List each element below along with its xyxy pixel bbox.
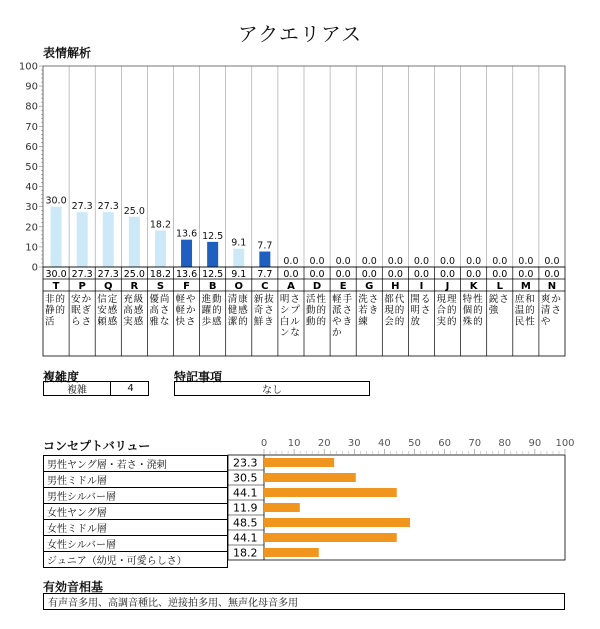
- bar-O: [233, 249, 244, 267]
- category-label-G: G: [365, 281, 374, 292]
- category-label-B: B: [208, 281, 217, 292]
- bar-P: [77, 212, 88, 267]
- bar-value-label: 27.3: [71, 201, 93, 213]
- bar-value-label: 7.7: [257, 240, 273, 252]
- x-tick-label: 30: [347, 438, 361, 449]
- concept-bar: [264, 518, 410, 527]
- concept-value-label: 23.3: [233, 456, 258, 470]
- y-tick-label: 0: [31, 262, 38, 274]
- bar-value-label: 9.1: [231, 237, 247, 249]
- y-tick-label: 60: [25, 141, 38, 153]
- concept-bar: [264, 488, 397, 497]
- section-concept-title: コンセプトバリュー: [43, 439, 151, 453]
- bar-Q: [103, 212, 114, 267]
- table-value-label: 0.0: [439, 269, 456, 280]
- concept-value-label: 18.2: [233, 546, 258, 560]
- category-label-H: H: [391, 281, 400, 292]
- x-tick-label: 0: [260, 438, 268, 449]
- category-description: 鋭強さ: [488, 294, 509, 317]
- complexity-box: [43, 381, 149, 396]
- category-label-O: O: [234, 281, 244, 292]
- x-tick-label: 10: [287, 438, 301, 449]
- category-description: 非静活的的: [45, 294, 66, 328]
- concept-value-label: 48.5: [233, 516, 258, 530]
- bar-value-label: 25.0: [123, 205, 145, 217]
- category-description: 充高実級感感: [123, 294, 144, 328]
- y-tick-label: 30: [25, 202, 38, 214]
- bar-value-label: 27.3: [97, 201, 119, 213]
- category-description: 現合実理的的: [436, 294, 457, 328]
- concept-category: ジュニア（幼児・可愛らしさ）: [44, 552, 228, 568]
- category-description: 開明放るさ: [410, 294, 431, 328]
- bar-S: [155, 230, 166, 267]
- bar-value-label: 0.0: [439, 256, 456, 267]
- bar-F: [181, 240, 192, 267]
- bar-B: [207, 242, 218, 267]
- y-tick-label: 90: [25, 81, 38, 93]
- notes-box: [174, 381, 370, 396]
- complexity-value: 4: [127, 383, 134, 394]
- table-value-label: 25.0: [123, 269, 145, 280]
- bar-value-label: 18.2: [149, 219, 172, 231]
- concept-chart: [0, 435, 600, 565]
- x-tick-label: 90: [528, 438, 542, 449]
- category-description: 信安頼定感感: [97, 294, 118, 328]
- category-label-C: C: [261, 281, 269, 292]
- category-label-D: D: [312, 281, 322, 292]
- category-description: 明シ白ンさプルな: [279, 294, 300, 339]
- concept-value-label: 44.1: [233, 486, 258, 500]
- concept-category: 女性ミドル層: [44, 520, 228, 536]
- category-description: 優高雅尚さな: [149, 294, 170, 328]
- table-value-label: 0.0: [283, 269, 299, 280]
- bar-value-label: 0.0: [387, 256, 403, 267]
- bar-value-label: 0.0: [361, 256, 377, 267]
- concept-bar: [264, 503, 300, 512]
- concept-category: 女性シルバー層: [44, 536, 228, 552]
- expression-chart: [0, 56, 600, 386]
- concept-category: 女性ヤング層: [44, 504, 228, 520]
- y-tick-label: 70: [25, 121, 38, 133]
- table-value-label: 12.5: [202, 269, 224, 280]
- sounds-box: [43, 593, 565, 610]
- concept-value-label: 11.9: [233, 501, 258, 515]
- category-description: 特個殊性的的: [462, 294, 483, 328]
- category-label-I: I: [419, 281, 424, 292]
- section-notes-title: 特記事項: [174, 370, 223, 384]
- bar-value-label: 0.0: [518, 256, 534, 267]
- table-value-label: 0.0: [544, 269, 560, 280]
- bar-C: [259, 252, 270, 267]
- y-tick-label: 10: [25, 242, 38, 254]
- concept-bar: [264, 458, 334, 467]
- page-title: アクエリアス: [237, 22, 363, 46]
- bar-value-label: 0.0: [466, 256, 482, 267]
- bar-value-label: 0.0: [413, 256, 430, 267]
- category-description: 安眠らかぎさ: [71, 294, 92, 328]
- category-label-S: S: [156, 281, 165, 292]
- bar-T: [51, 207, 62, 267]
- table-value-label: 0.0: [413, 269, 430, 280]
- bar-value-label: 12.5: [202, 230, 224, 242]
- y-tick-label: 100: [18, 61, 38, 73]
- category-label-M: M: [520, 281, 531, 292]
- table-value-label: 0.0: [387, 269, 403, 280]
- x-tick-label: 20: [317, 438, 331, 449]
- x-tick-label: 40: [378, 438, 391, 449]
- y-tick-label: 80: [25, 101, 38, 113]
- concept-value-label: 30.5: [233, 471, 258, 485]
- category-label-E: E: [339, 281, 347, 292]
- table-value-label: 0.0: [518, 269, 534, 280]
- table-value-label: 9.1: [231, 269, 247, 280]
- category-description: 庶温民和的性: [514, 294, 535, 328]
- bar-value-label: 0.0: [309, 256, 325, 267]
- section-complexity-title: 複雑度: [43, 370, 80, 384]
- section-expression-title: 表情解析: [43, 46, 92, 60]
- category-label-R: R: [130, 281, 139, 292]
- category-label-L: L: [496, 281, 503, 292]
- bar-value-label: 0.0: [492, 256, 508, 267]
- table-value-label: 7.7: [257, 269, 273, 280]
- category-description: 洗若練さき: [358, 294, 379, 328]
- category-description: 清健潔康感的: [227, 294, 248, 328]
- table-value-label: 0.0: [466, 269, 482, 280]
- concept-category: 男性ミドル層: [44, 472, 228, 488]
- category-description: 活動動性的的: [306, 294, 327, 328]
- table-value-label: 0.0: [335, 269, 351, 280]
- notes-value: なし: [262, 385, 282, 396]
- table-value-label: 30.0: [45, 269, 67, 280]
- concept-bar: [264, 548, 319, 557]
- table-value-label: 0.0: [309, 269, 325, 280]
- category-label-J: J: [445, 281, 450, 292]
- table-value-label: 18.2: [149, 269, 172, 280]
- concept-bar: [264, 533, 397, 542]
- category-label-P: P: [78, 281, 86, 292]
- table-value-label: 27.3: [97, 269, 119, 280]
- bar-R: [129, 217, 140, 267]
- y-tick-label: 50: [25, 162, 38, 173]
- table-value-label: 13.6: [175, 269, 198, 280]
- x-tick-label: 100: [555, 438, 575, 449]
- category-description: 爽清やかさ: [540, 294, 561, 328]
- concept-bar: [264, 473, 356, 482]
- bar-value-label: 0.0: [335, 256, 351, 267]
- y-tick-label: 40: [25, 182, 38, 194]
- section-sounds-title: 有効音相基: [43, 580, 104, 594]
- bar-value-label: 13.6: [175, 228, 198, 240]
- complexity-label: 複雑: [67, 385, 87, 396]
- category-description: 進躍歩動的感: [201, 294, 222, 328]
- category-label-F: F: [183, 281, 190, 292]
- category-description: 新奇鮮抜さき: [253, 294, 274, 328]
- sounds-value: 有声音多用、高調音種比、逆接拍多用、無声化母音多用: [48, 598, 298, 609]
- table-value-label: 27.3: [71, 269, 93, 280]
- category-label-T: T: [52, 281, 60, 292]
- y-tick-label: 20: [25, 222, 38, 234]
- category-label-A: A: [287, 281, 295, 292]
- concept-value-label: 44.1: [233, 531, 258, 545]
- x-tick-label: 50: [408, 438, 421, 449]
- category-label-N: N: [547, 281, 557, 292]
- table-value-label: 0.0: [492, 269, 508, 280]
- category-description: 都現会代的的: [384, 294, 405, 328]
- table-value-label: 0.0: [361, 269, 377, 280]
- bar-value-label: 0.0: [544, 256, 560, 267]
- concept-category: 男性シルバー層: [44, 488, 228, 504]
- x-tick-label: 70: [468, 438, 482, 449]
- category-label-Q: Q: [103, 281, 113, 292]
- category-label-K: K: [469, 281, 478, 292]
- x-tick-label: 60: [438, 438, 451, 449]
- x-tick-label: 80: [498, 438, 512, 449]
- category-description: 軽派やか手さき: [332, 294, 353, 339]
- bar-value-label: 30.0: [45, 195, 67, 207]
- concept-category: 男性ヤング層・若さ・溌剌: [44, 456, 228, 472]
- category-description: 軽軽快やかさ: [175, 294, 196, 328]
- bar-value-label: 0.0: [283, 256, 299, 267]
